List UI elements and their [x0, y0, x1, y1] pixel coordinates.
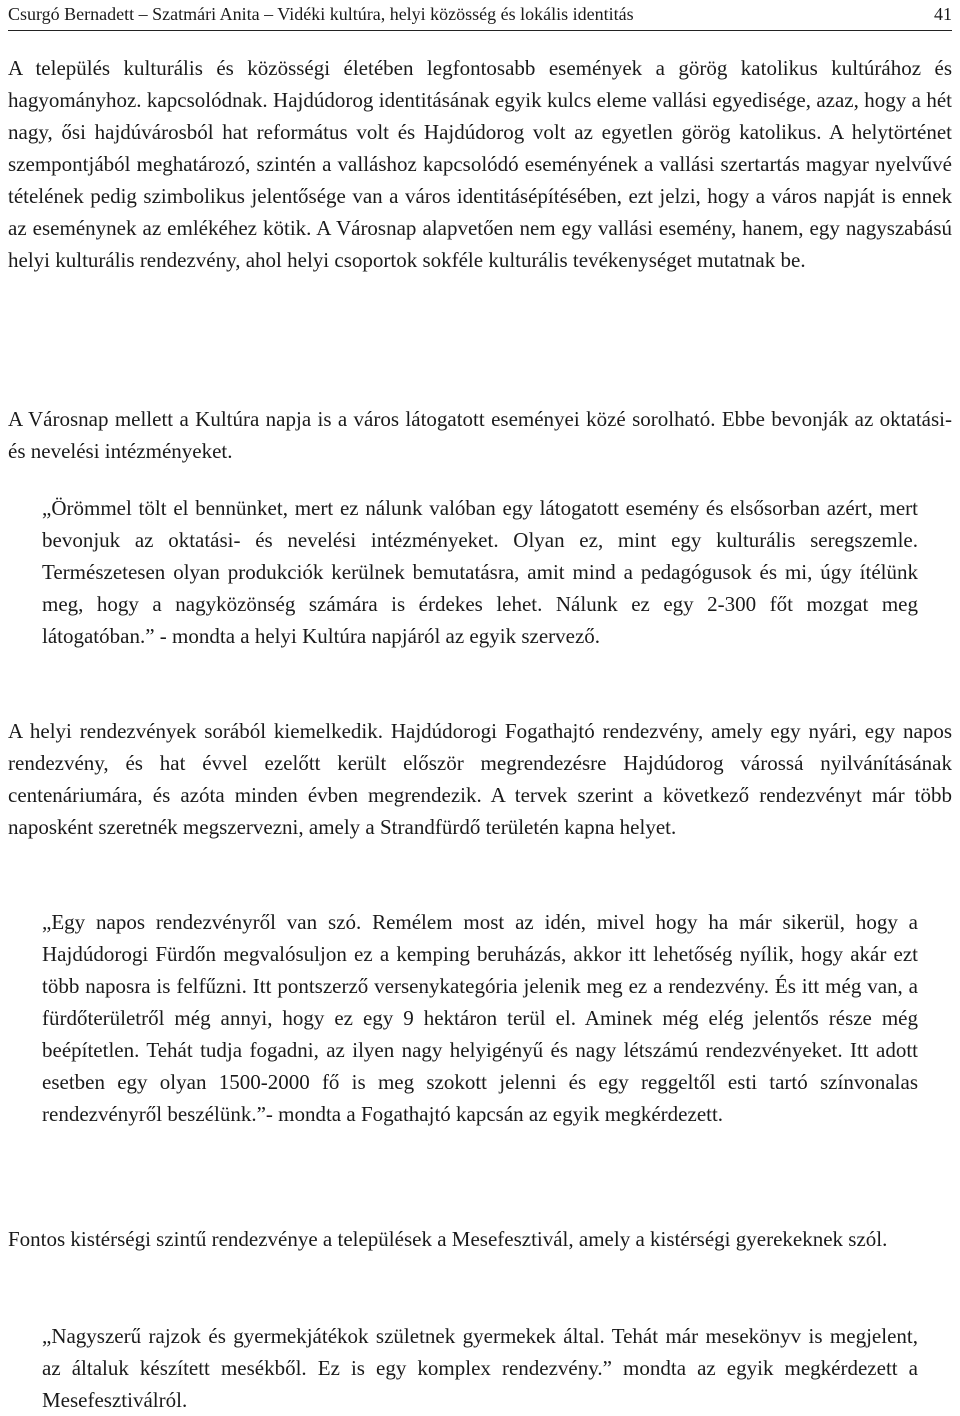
page-number: 41 [934, 4, 952, 24]
paragraph-intro: A település kulturális és közösségi életében legfontosabb események a görög katolikus kultúrához és hagyományhoz. kapcsolódnak. Hajdúdorog identitásának egyik kulcs eleme vallási egyedisége, azaz, hogy a hét nagy, ősi hajdúvárosból hat református volt és Hajdúdorog volt az egyetlen görög katolikus. A helytörténet szempontjából meghatározó, szintén a valláshoz kapcsolódó eseményének a vallási szertartás magyar nyelvűvé tételének pedig szimbolikus jelentősége van a város identitásépítésében, ezt jelzi, hogy a város napját is ennek az eseménynek az emlékéhez kötik. A Városnap alapvetően nem egy vallási esemény, hanem, egy nagyszabású helyi kulturális rendezvény, ahol helyi csoportok sokféle kulturális tevékenységet mutatnak be. [8, 56, 952, 272]
quote-fogathajto: „Egy napos rendezvényről van szó. Remélem most az idén, mivel hogy ha már sikerül, hogy a Hajdúdorogi Fürdőn megvalósuljon ez a kemping beruházás, akkor itt lehetőség nyílik, hogy akár ezt több naposra is felfűzni. Itt pontszerző versenykategória jelenik meg ez a rendezvény. És itt még van, a fürdőterületről még annyi, hogy ez egy 9 hektáron terül el. Aminek még elég jelentős része még beépítetlen. Tehát tudja fogadni, az ilyen nagy helyigényű és nagy létszámú rendezvényeket. Itt adott esetben egy olyan 1500-2000 fő is meg szokott jelenni és egy reggeltől esti tartó színvonalas rendezvényről beszélünk.”- mondta a Fogathajtó kapcsán az egyik megkérdezett. [42, 910, 918, 1126]
quote-mesefesztival: „Nagyszerű rajzok és gyermekjátékok születnek gyermekek által. Tehát már mesekönyv is megjelent, az általuk készített mesékből. Ez is egy komplex rendezvény.” mondta az egyik megkérdezett a Mesefesztiválról. [42, 1324, 918, 1412]
paragraph-mesefesztival: Fontos kistérségi szintű rendezvénye a települések a Mesefesztivál, amely a kistérségi gyerekeknek szól. [8, 1227, 888, 1251]
paragraph-fogathajto: A helyi rendezvények sorából kiemelkedik. Hajdúdorogi Fogathajtó rendezvény, amely egy nyári, egy napos rendezvény, és hat évvel ezelőtt került először megrendezésre Hajdúdorog várossá nyilvánításának centenáriumára, és azóta minden évben megrendezik. A tervek szerint a következő rendezvényt már több naposként szeretnék megszervezni, amely a Strandfürdő területén kapna helyet. [8, 719, 952, 839]
running-header [8, 0, 952, 31]
paragraph-varosnap: A Városnap mellett a Kultúra napja is a város látogatott eseményei közé sorolható. Ebbe bevonják az oktatási- és nevelési intézményeket. [8, 407, 952, 463]
header-title: Csurgó Bernadett – Szatmári Anita – Vidéki kultúra, helyi közösség és lokális identitás [8, 4, 634, 24]
quote-kultura-napja: „Örömmel tölt el bennünket, mert ez nálunk valóban egy látogatott esemény és elsősorban azért, mert bevonjuk az oktatási- és nevelési intézményeket. Olyan ez, mint egy kulturális seregszemle. Természetesen olyan produkciók kerülnek bemutatásra, amit mind a pedagógusok és mi, úgy ítélünk meg, hogy a nagyközönség számára is érdekes lehet. Nálunk ez egy 2-300 főt mozgat meg látogatóban.” - mondta a helyi Kultúra napjáról az egyik szervező. [42, 496, 918, 648]
